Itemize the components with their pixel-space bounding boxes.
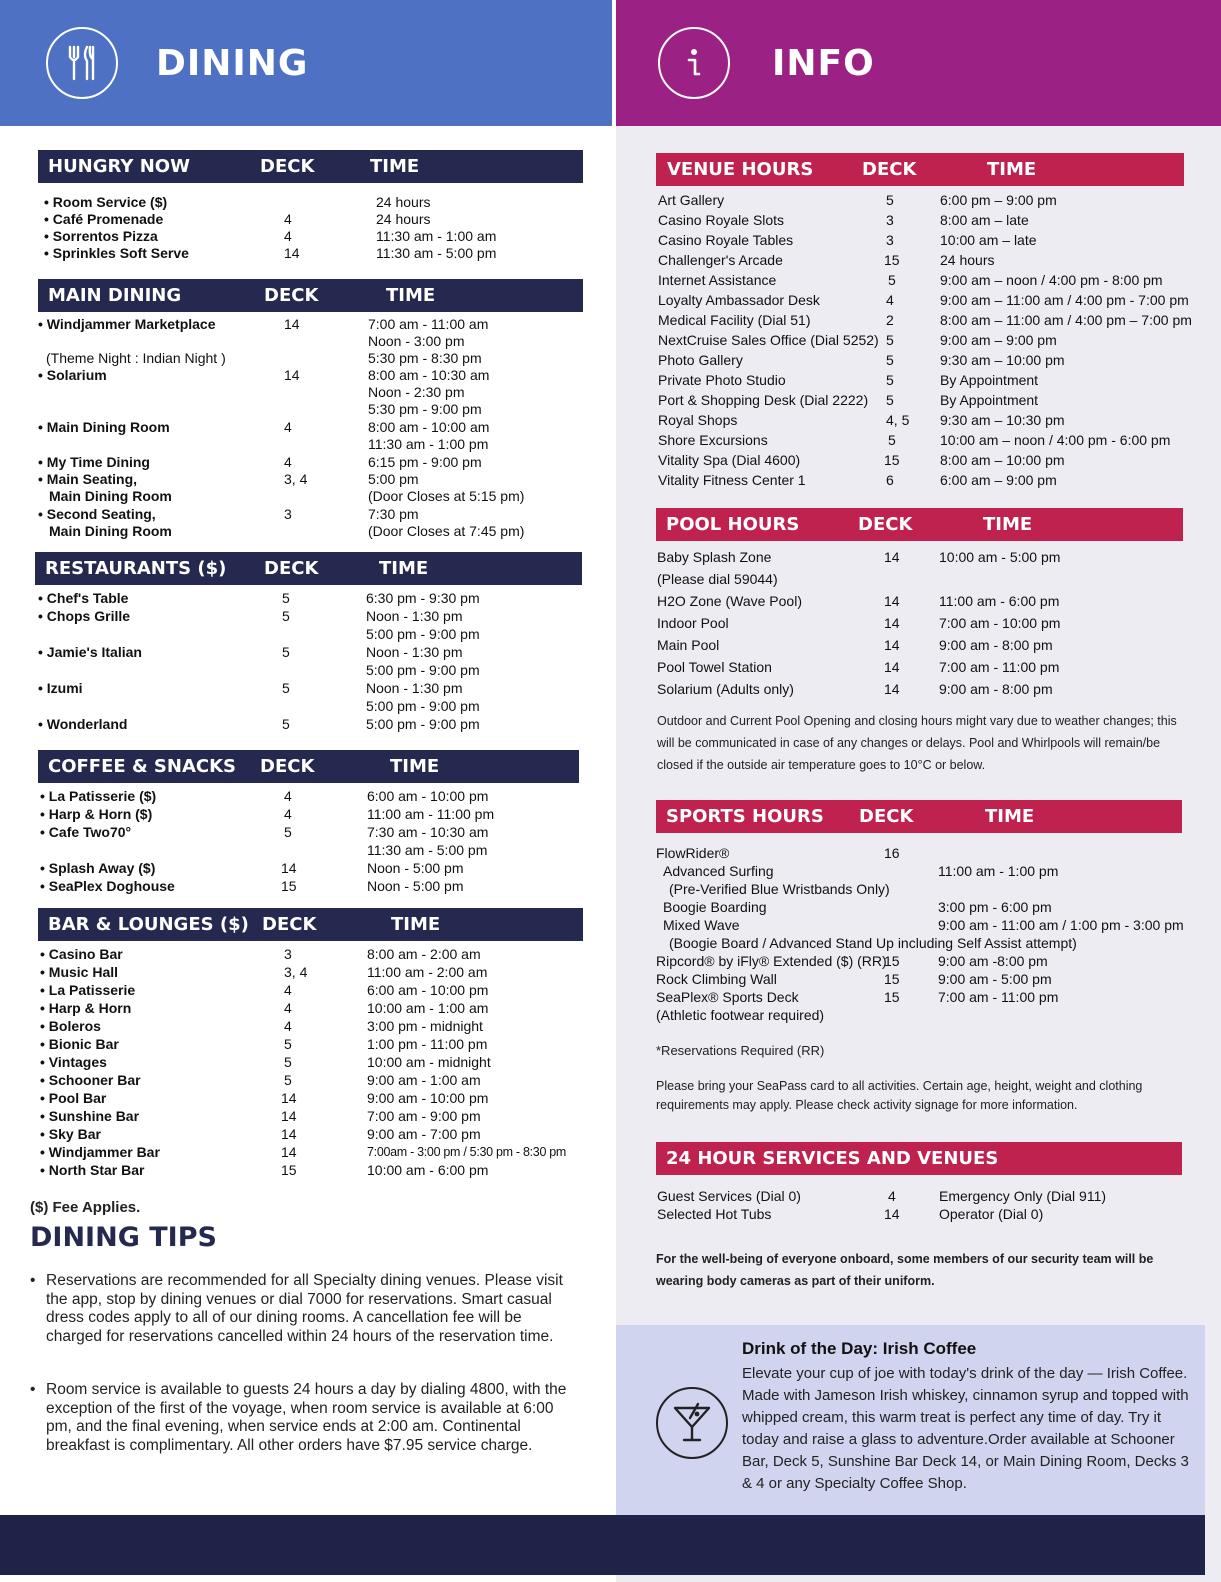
venue-name: Vitality Fitness Center 1: [658, 472, 806, 488]
venue-name: Indoor Pool: [657, 615, 729, 631]
deck-value: 14: [284, 367, 300, 383]
deck-value: 4: [284, 1018, 292, 1034]
section-title: 24 HOUR SERVICES AND VENUES: [666, 1148, 999, 1169]
activity-note: (Boogie Board / Advanced Stand Up including Self Assist attempt): [669, 935, 1077, 951]
time-value: 7:00am - 3:00 pm / 5:30 pm - 8:30 pm: [367, 1145, 567, 1159]
venue-name: • Chops Grille: [38, 608, 131, 624]
deck-value: 5: [284, 1036, 292, 1052]
pool-note: Outdoor and Current Pool Opening and closing hours might vary due to weather changes; this will be communicated in case of any changes or delays. Pool and Whirlpools will remain/be closed if the outside air temperature goes to 10°C or below.: [657, 714, 1177, 772]
venue-name: Vitality Spa (Dial 4600): [658, 452, 801, 468]
venue-name: Shore Excursions: [658, 432, 768, 448]
time-value: 8:00 am - 10:00 am: [368, 419, 490, 435]
section-title: HUNGRY NOW: [48, 156, 190, 177]
deck-value: 14: [884, 681, 900, 697]
venue-name: Main Pool: [657, 637, 720, 653]
time-column-header: TIME: [983, 514, 1033, 535]
reservation-note: *Reservations Required (RR): [656, 1043, 825, 1058]
venue-name: Loyalty Ambassador Desk: [658, 292, 820, 308]
venue-name: • Pool Bar: [40, 1090, 107, 1106]
info-banner: [616, 0, 1221, 126]
activity-name: SeaPlex® Sports Deck: [656, 989, 799, 1005]
time-value: 7:00 am - 11:00 pm: [938, 989, 1059, 1005]
venue-name: Private Photo Studio: [658, 372, 786, 388]
time-value: 5:00 pm - 9:00 pm: [366, 662, 480, 678]
time-value: 11:00 am - 1:00 pm: [938, 863, 1059, 879]
deck-value: 15: [281, 878, 297, 894]
time-value: 7:00 am - 10:00 pm: [939, 615, 1061, 631]
time-value: 6:00 am – 9:00 pm: [940, 472, 1057, 488]
time-column-header: TIME: [985, 806, 1035, 827]
security-note: For the well-being of everyone onboard, some members of our security team will be wearing body cameras as part of their uniform.: [656, 1252, 1154, 1288]
dining-tip: • Reservations are recommended for all Specialty dining venues. Please visit the app, stop by dining venues or dial 7000 for reservations. Smart casual dress codes apply to all of our dining rooms. A cancellation fee will be charged for reservations cancelled within 24 hours of the reservation time.: [30, 1272, 570, 1346]
time-value: 9:00 am - 1:00 am: [367, 1072, 481, 1088]
venue-name: • Cafe Two70°: [40, 824, 132, 840]
section-title: RESTAURANTS ($): [45, 558, 227, 579]
activity-name: Rock Climbing Wall: [656, 971, 777, 987]
venue-name: H2O Zone (Wave Pool): [657, 593, 802, 609]
time-value: 9:30 am – 10:30 pm: [940, 412, 1065, 428]
time-value: Noon - 5:00 pm: [367, 860, 464, 876]
time-value: Noon - 1:30 pm: [366, 608, 463, 624]
time-value: 1:00 pm - 11:00 pm: [367, 1036, 488, 1052]
time-value: 11:30 am - 1:00 pm: [368, 436, 489, 452]
time-value: 10:00 am - 6:00 pm: [367, 1162, 489, 1178]
time-value: Noon - 1:30 pm: [366, 680, 463, 696]
activity-note: (Pre-Verified Blue Wristbands Only): [669, 881, 890, 897]
deck-value: 3: [284, 506, 292, 522]
venue-name: • Main Dining Room: [38, 419, 170, 435]
venue-name: • My Time Dining: [38, 454, 150, 470]
time-value: 10:00 am - 1:00 am: [367, 1000, 489, 1016]
deck-value: 5: [886, 372, 894, 388]
dining-tips-heading: DINING TIPS: [30, 1222, 217, 1253]
time-value: 9:00 am – noon / 4:00 pm - 8:00 pm: [940, 272, 1163, 288]
restaurants-rows: [35, 585, 582, 735]
activity-name: Boogie Boarding: [663, 899, 767, 915]
activity-name: Advanced Surfing: [663, 863, 774, 879]
deck-value: 4: [284, 228, 292, 244]
deck-value: 14: [884, 549, 900, 565]
time-value: Noon - 3:00 pm: [368, 333, 465, 349]
venue-name: Casino Royale Tables: [658, 232, 794, 248]
venue-name: • Sprinkles Soft Serve: [44, 245, 189, 261]
hungry-now-rows: [38, 183, 583, 263]
deck-value: 15: [884, 953, 900, 969]
deck-value: 3: [886, 232, 894, 248]
coffee-snacks-header: [38, 750, 579, 783]
time-value: 5:00 pm - 9:00 pm: [366, 716, 480, 732]
deck-column-header: DECK: [859, 806, 914, 827]
section-title: COFFEE & SNACKS: [48, 756, 237, 777]
bars-rows: [38, 941, 583, 1181]
deck-value: 5: [888, 272, 896, 288]
service-name: Guest Services (Dial 0): [657, 1188, 801, 1204]
time-value: 9:00 am - 5:00 pm: [938, 971, 1052, 987]
deck-value: 5: [886, 332, 894, 348]
venue-name: • Room Service ($): [44, 194, 168, 210]
venue-name: • North Star Bar: [40, 1162, 145, 1178]
section-title: VENUE HOURS: [667, 159, 814, 180]
venue-name: Baby Splash Zone: [657, 549, 772, 565]
deck-value: 4: [886, 292, 894, 308]
time-value: Noon - 2:30 pm: [368, 384, 465, 400]
venue-name: • Harp & Horn ($): [40, 806, 153, 822]
time-value: 9:30 am – 10:00 pm: [940, 352, 1065, 368]
venue-name: • Wonderland: [38, 716, 128, 732]
venue-name: • Sorrentos Pizza: [44, 228, 158, 244]
venue-name: Main Dining Room: [49, 523, 172, 539]
venue-name: Royal Shops: [658, 412, 738, 428]
deck-value: 15: [281, 1162, 297, 1178]
deck-value: 14: [281, 1108, 297, 1124]
time-column-header: TIME: [391, 914, 441, 935]
deck-value: 6: [886, 472, 894, 488]
time-value: 7:00 am - 11:00 am: [368, 316, 489, 332]
time-value: 3:00 pm - midnight: [367, 1018, 483, 1034]
deck-value: 4: [284, 419, 292, 435]
deck-value: 4: [284, 982, 292, 998]
time-value: 9:00 am - 8:00 pm: [939, 681, 1053, 697]
venue-name: • Boleros: [40, 1018, 101, 1034]
time-value: 10:00 am - midnight: [367, 1054, 491, 1070]
deck-value: 5: [886, 392, 894, 408]
hungry-now-header: [38, 150, 583, 183]
time-value: (Door Closes at 7:45 pm): [368, 523, 525, 539]
time-value: 7:30 am - 10:30 am: [367, 824, 489, 840]
time-column-header: TIME: [390, 756, 440, 777]
time-value: 7:00 am - 11:00 pm: [939, 659, 1060, 675]
deck-column-header: DECK: [262, 914, 317, 935]
deck-column-header: DECK: [858, 514, 913, 535]
section-title: MAIN DINING: [48, 285, 182, 306]
drink-of-the-day-box: [616, 1325, 1205, 1515]
time-value: 11:30 am - 5:00 pm: [367, 842, 488, 858]
time-value: 11:00 am - 11:00 pm: [367, 806, 495, 822]
time-value: 11:00 am - 6:00 pm: [939, 593, 1060, 609]
venue-name: • Bionic Bar: [40, 1036, 119, 1052]
venue-hours-section: [656, 153, 1192, 488]
time-value: 8:00 am - 2:00 am: [367, 946, 481, 962]
time-value: By Appointment: [940, 392, 1039, 408]
restaurants-section: [35, 552, 582, 735]
venue-name: Photo Gallery: [658, 352, 743, 368]
coffee-snacks-section: [38, 750, 579, 893]
time-value: 11:30 am - 1:00 am: [376, 228, 497, 244]
activity-name: Ripcord® by iFly® Extended ($) (RR): [656, 953, 887, 969]
main-dining-section: [38, 279, 583, 547]
venue-name: • Main Seating,: [38, 471, 138, 487]
deck-value: 15: [884, 252, 900, 268]
time-value: By Appointment: [940, 372, 1039, 388]
deck-value: 15: [884, 989, 900, 1005]
venue-name: • Second Seating,: [38, 506, 156, 522]
venue-name: • Café Promenade: [44, 211, 164, 227]
venue-name: • Solarium: [38, 367, 107, 383]
deck-value: 5: [282, 590, 290, 606]
time-value: 7:30 pm: [368, 506, 419, 522]
venue-hours-rows: [656, 186, 1192, 488]
section-title: SPORTS HOURS: [666, 806, 824, 827]
venue-name: • Vintages: [40, 1054, 107, 1070]
bars-section: [38, 908, 583, 1181]
info-title: INFO: [772, 42, 875, 84]
time-value: 8:00 am - 10:30 am: [368, 367, 490, 383]
time-value: 7:00 am - 9:00 pm: [367, 1108, 481, 1124]
deck-value: 14: [884, 659, 900, 675]
deck-value: 5: [886, 192, 894, 208]
deck-value: 5: [282, 680, 290, 696]
time-value: 5:00 pm: [368, 471, 419, 487]
deck-value: 5: [282, 644, 290, 660]
time-value: 9:00 am -8:00 pm: [938, 953, 1048, 969]
section-title: POOL HOURS: [666, 514, 800, 535]
time-value: 9:00 am – 9:00 pm: [940, 332, 1057, 348]
deck-value: 14: [281, 860, 297, 876]
deck-column-header: DECK: [264, 285, 319, 306]
deck-value: 14: [884, 1206, 900, 1222]
deck-value: 5: [888, 432, 896, 448]
venue-note: (Theme Night : Indian Night ): [46, 350, 226, 366]
venue-name: • Casino Bar: [40, 946, 123, 962]
fork-knife-icon: [46, 27, 118, 99]
deck-value: 5: [284, 1054, 292, 1070]
time-value: 9:00 am – 11:00 am / 4:00 pm - 7:00 pm: [940, 292, 1189, 308]
deck-value: 3: [284, 946, 292, 962]
info-icon: [658, 27, 730, 99]
coffee-snacks-rows: [38, 783, 579, 893]
deck-value: 14: [884, 593, 900, 609]
time-value: 6:30 pm - 9:30 pm: [366, 590, 480, 606]
time-value: 9:00 am - 11:00 am / 1:00 pm - 3:00 pm: [938, 917, 1184, 933]
deck-value: 14: [884, 637, 900, 653]
time-value: Noon - 5:00 pm: [367, 878, 464, 894]
deck-value: 14: [884, 615, 900, 631]
service-name: Emergency Only (Dial 911): [939, 1188, 1107, 1204]
martini-glass-icon: [656, 1387, 728, 1459]
venue-name: Main Dining Room: [49, 488, 172, 504]
deck-column-header: DECK: [260, 156, 315, 177]
time-value: 11:30 am - 5:00 pm: [376, 245, 497, 261]
time-value: 6:00 pm – 9:00 pm: [940, 192, 1057, 208]
deck-value: 5: [282, 608, 290, 624]
deck-value: 14: [281, 1144, 297, 1160]
time-value: 9:00 am - 10:00 pm: [367, 1090, 489, 1106]
deck-value: 2: [886, 312, 894, 328]
time-value: 8:00 am – late: [940, 212, 1029, 228]
services-section: [656, 1142, 1182, 1225]
time-value: Noon - 1:30 pm: [366, 644, 463, 660]
service-name: Selected Hot Tubs: [657, 1206, 772, 1222]
deck-value: 14: [284, 316, 300, 332]
deck-value: 4: [284, 211, 292, 227]
time-value: 24 hours: [940, 252, 995, 268]
deck-value: 3, 4: [284, 964, 308, 980]
venue-name: • Sunshine Bar: [40, 1108, 140, 1124]
services-rows: [656, 1175, 1182, 1225]
sports-hours-header: [656, 800, 1182, 833]
activity-name: FlowRider®: [656, 845, 730, 861]
time-value: 10:00 am – late: [940, 232, 1037, 248]
venue-name: Casino Royale Slots: [658, 212, 785, 228]
venue-name: Solarium (Adults only): [657, 681, 794, 697]
time-value: 8:00 am – 10:00 pm: [940, 452, 1065, 468]
time-value: 24 hours: [376, 194, 431, 210]
time-value: 5:30 pm - 9:00 pm: [368, 401, 482, 417]
deck-value: 4: [284, 454, 292, 470]
venue-name: Internet Assistance: [658, 272, 777, 288]
deck-value: 5: [282, 716, 290, 732]
time-column-header: TIME: [370, 156, 420, 177]
sports-hours-rows: [656, 833, 1182, 1023]
time-value: 6:15 pm - 9:00 pm: [368, 454, 482, 470]
venue-name: Medical Facility (Dial 51): [658, 312, 811, 328]
activity-note: (Athletic footwear required): [656, 1007, 825, 1023]
sports-note: Please bring your SeaPass card to all activities. Certain age, height, weight and clothing requirements may apply. Please check activity signage for more information.: [656, 1079, 1143, 1112]
deck-value: 4: [284, 788, 292, 804]
drink-title: Drink of the Day: Irish Coffee: [742, 1339, 977, 1358]
deck-value: 5: [284, 824, 292, 840]
deck-value: 5: [886, 352, 894, 368]
venue-name: NextCruise Sales Office (Dial 5252): [658, 332, 879, 348]
venue-name: • Schooner Bar: [40, 1072, 141, 1088]
deck-value: 4: [284, 806, 292, 822]
deck-value: 5: [284, 1072, 292, 1088]
deck-value: 3, 4: [284, 471, 308, 487]
pool-hours-rows: [656, 541, 1183, 701]
deck-value: 14: [281, 1126, 297, 1142]
hungry-now-section: [38, 150, 583, 263]
time-value: 9:00 am - 8:00 pm: [939, 637, 1053, 653]
section-title: BAR & LOUNGES ($): [48, 914, 249, 935]
pool-hours-section: [656, 508, 1183, 701]
venue-name: • Windjammer Marketplace: [38, 316, 216, 332]
deck-value: 15: [884, 971, 900, 987]
bars-header: [38, 908, 583, 941]
deck-value: 15: [884, 452, 900, 468]
venue-name: Port & Shopping Desk (Dial 2222): [658, 392, 869, 408]
restaurants-header: [35, 552, 582, 585]
venue-name: Challenger's Arcade: [658, 252, 783, 268]
venue-name: • Harp & Horn: [40, 1000, 132, 1016]
time-value: 10:00 am - 5:00 pm: [939, 549, 1061, 565]
venue-note: (Please dial 59044): [657, 571, 778, 587]
time-value: 5:00 pm - 9:00 pm: [366, 698, 480, 714]
time-value: 5:30 pm - 8:30 pm: [368, 350, 482, 366]
deck-value: 4: [888, 1188, 896, 1204]
footer-bar: [0, 1515, 1205, 1575]
dining-title: DINING: [156, 42, 309, 84]
time-column-header: TIME: [987, 159, 1037, 180]
venue-name: • Jamie's Italian: [38, 644, 142, 660]
time-value: 3:00 pm - 6:00 pm: [938, 899, 1052, 915]
venue-name: • Sky Bar: [40, 1126, 101, 1142]
deck-value: 3: [886, 212, 894, 228]
pool-hours-header: [656, 508, 1183, 541]
venue-name: • La Patisserie: [40, 982, 136, 998]
deck-value: 16: [884, 845, 900, 861]
venue-name: • SeaPlex Doghouse: [40, 878, 175, 894]
deck-value: 4: [284, 1000, 292, 1016]
deck-column-header: DECK: [260, 756, 315, 777]
dining-banner: [0, 0, 612, 126]
main-dining-header: [38, 279, 583, 312]
deck-column-header: DECK: [862, 159, 917, 180]
time-value: 24 hours: [376, 211, 431, 227]
venue-name: • Windjammer Bar: [40, 1144, 160, 1160]
time-column-header: TIME: [386, 285, 436, 306]
venue-name: • Chef's Table: [38, 590, 129, 606]
fee-note: ($) Fee Applies.: [30, 1199, 141, 1216]
dining-tip: • Room service is available to guests 24 hours a day by dialing 4800, with the exception of the first of the voyage, when room service is available at 6:00 pm, and the final evening, when service ends at 2:00 am. Continental breakfast is complimentary. All other orders have $7.95 service charge.: [30, 1381, 570, 1455]
deck-column-header: DECK: [264, 558, 319, 579]
venue-name: • Music Hall: [40, 964, 119, 980]
activity-name: Mixed Wave: [663, 917, 740, 933]
services-header: [656, 1142, 1182, 1175]
venue-hours-header: [656, 153, 1184, 186]
venue-name: Pool Towel Station: [657, 659, 772, 675]
deck-value: 4, 5: [886, 412, 910, 428]
time-value: 6:00 am - 10:00 pm: [367, 982, 489, 998]
main-dining-rows: [38, 312, 583, 547]
time-value: 6:00 am - 10:00 pm: [367, 788, 489, 804]
time-value: 8:00 am – 11:00 am / 4:00 pm – 7:00 pm: [940, 312, 1192, 328]
venue-name: Art Gallery: [658, 192, 725, 208]
venue-name: • Izumi: [38, 680, 83, 696]
time-value: 9:00 am - 7:00 pm: [367, 1126, 481, 1142]
venue-name: • La Patisserie ($): [40, 788, 157, 804]
time-column-header: TIME: [379, 558, 429, 579]
time-value: 11:00 am - 2:00 am: [367, 964, 488, 980]
deck-value: 14: [284, 245, 300, 261]
venue-name: • Splash Away ($): [40, 860, 156, 876]
time-value: 10:00 am – noon / 4:00 pm - 6:00 pm: [940, 432, 1171, 448]
drink-description: Elevate your cup of joe with today's drink of the day — Irish Coffee. Made with Jameson Irish whiskey, cinnamon syrup and topped with whipped cream, this warm treat is perfect any time of day. Try it today and raise a glass to adventure.Order available at Schooner Bar, Deck 5, Sunshine Bar Deck 14, or Main Dining Room, Decks 3 & 4 or any Specialty Coffee Shop.: [742, 1365, 1189, 1492]
sports-hours-section: [656, 800, 1182, 1023]
time-value: 5:00 pm - 9:00 pm: [366, 626, 480, 642]
deck-value: 14: [281, 1090, 297, 1106]
time-value: (Door Closes at 5:15 pm): [368, 488, 525, 504]
service-name: Operator (Dial 0): [939, 1206, 1044, 1222]
